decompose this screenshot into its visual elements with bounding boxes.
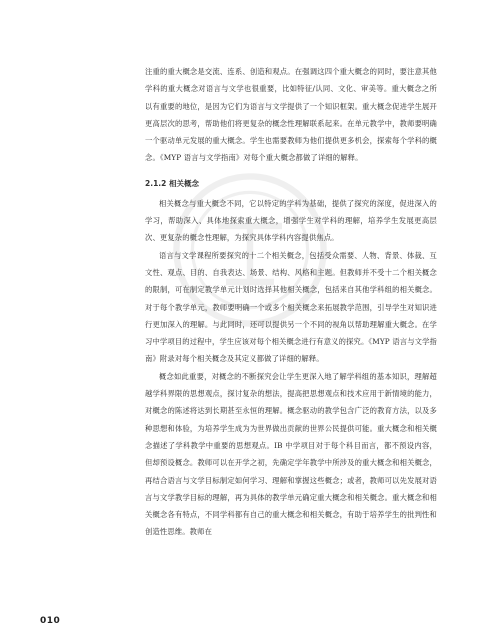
paragraph-related-concepts-intro: 相关概念与重大概念不同，它以特定的学科为基础，提供了探究的深度，促进深入的学习，帮助深入、具体地探索重大概念，增强学生对学科的理解，培养学生发展更高层次、更复杂的概念性理解，为探究具体学科内容提供焦点。	[145, 198, 437, 243]
paragraph-concept-importance: 概念如此重要，对概念的不断探究会让学生更深入地了解学科组的基本知识，理解超越学科界限的思想观点，探讨复杂的想法，提高把思想观点和技术应用于新情境的能力，对概念的陈述将达到长期甚至永恒的理解。概念驱动的教学包含广泛的教育方法，以及多种思想和体验，为培养学生成为为世界做出贡献的世界公民提供可能。重大概念和相关概念描述了学科教学中重要的思想观点。IB 中学项目对于每个科目而言，都不预设内容，但却预设概念。教师可以在开学之初，先确定学年教学中所涉及的重大概念和相关概念，再结合语言与文学目标制定如何学习、理解和掌握这些概念；或者，教师可以先发展对语言与文学教学目标的理解，再为具体的教学单元确定重大概念和相关概念。重大概念和相关概念各有特点，不同学科都有自己的重大概念和相关概念，有助于培养学生的批判性和创造性思维。教师在	[145, 371, 437, 537]
section-heading: 2.1.2 相关概念	[145, 178, 199, 188]
paragraph-twelve-concepts: 语言与文学课程所要探究的十二个相关概念，包括受众需要、人物、背景、体裁、互文性、观点、目的、自我表达、场景、结构、风格和主题。但教师并不受十二个相关概念的限制，可在制定教学单元计划时选择其他相关概念，包括来自其他学科组的相关概念。对于每个教学单元，教师要明确一个或多个相关概念来拓展教学范围，引导学生对知识进行更加深入的理解。与此同时，还可以提供另一个不同的视角以帮助理解重大概念。在学习中学项目的过程中，学生应该对每个相关概念进行有意义的探究。《MYP 语言与文学指南》附录对每个相关概念及其定义都做了详细的解释。	[145, 250, 437, 364]
page-number: 010	[40, 616, 61, 626]
paragraph-big-concepts: 注重的重大概念是交流、连系、创造和观点。在强调这四个重大概念的同时，要注意其他学科的重大概念对语言与文学也很重要，比如特征/认同、文化、审美等。重大概念之所以有重要的地位，是因为它们为语言与文学提供了一个知识框架。重大概念促进学生展开更高层次的思考，帮助他们将更复杂的概念性理解联系起来。在单元教学中，教师要明确一个驱动单元发展的重大概念。学生也需要教师为他们提供更多机会，探索每个学科的概念。《MYP 语言与文学指南》对每个重大概念都做了详细的解释。	[145, 67, 437, 163]
body-text	[145, 63, 437, 541]
